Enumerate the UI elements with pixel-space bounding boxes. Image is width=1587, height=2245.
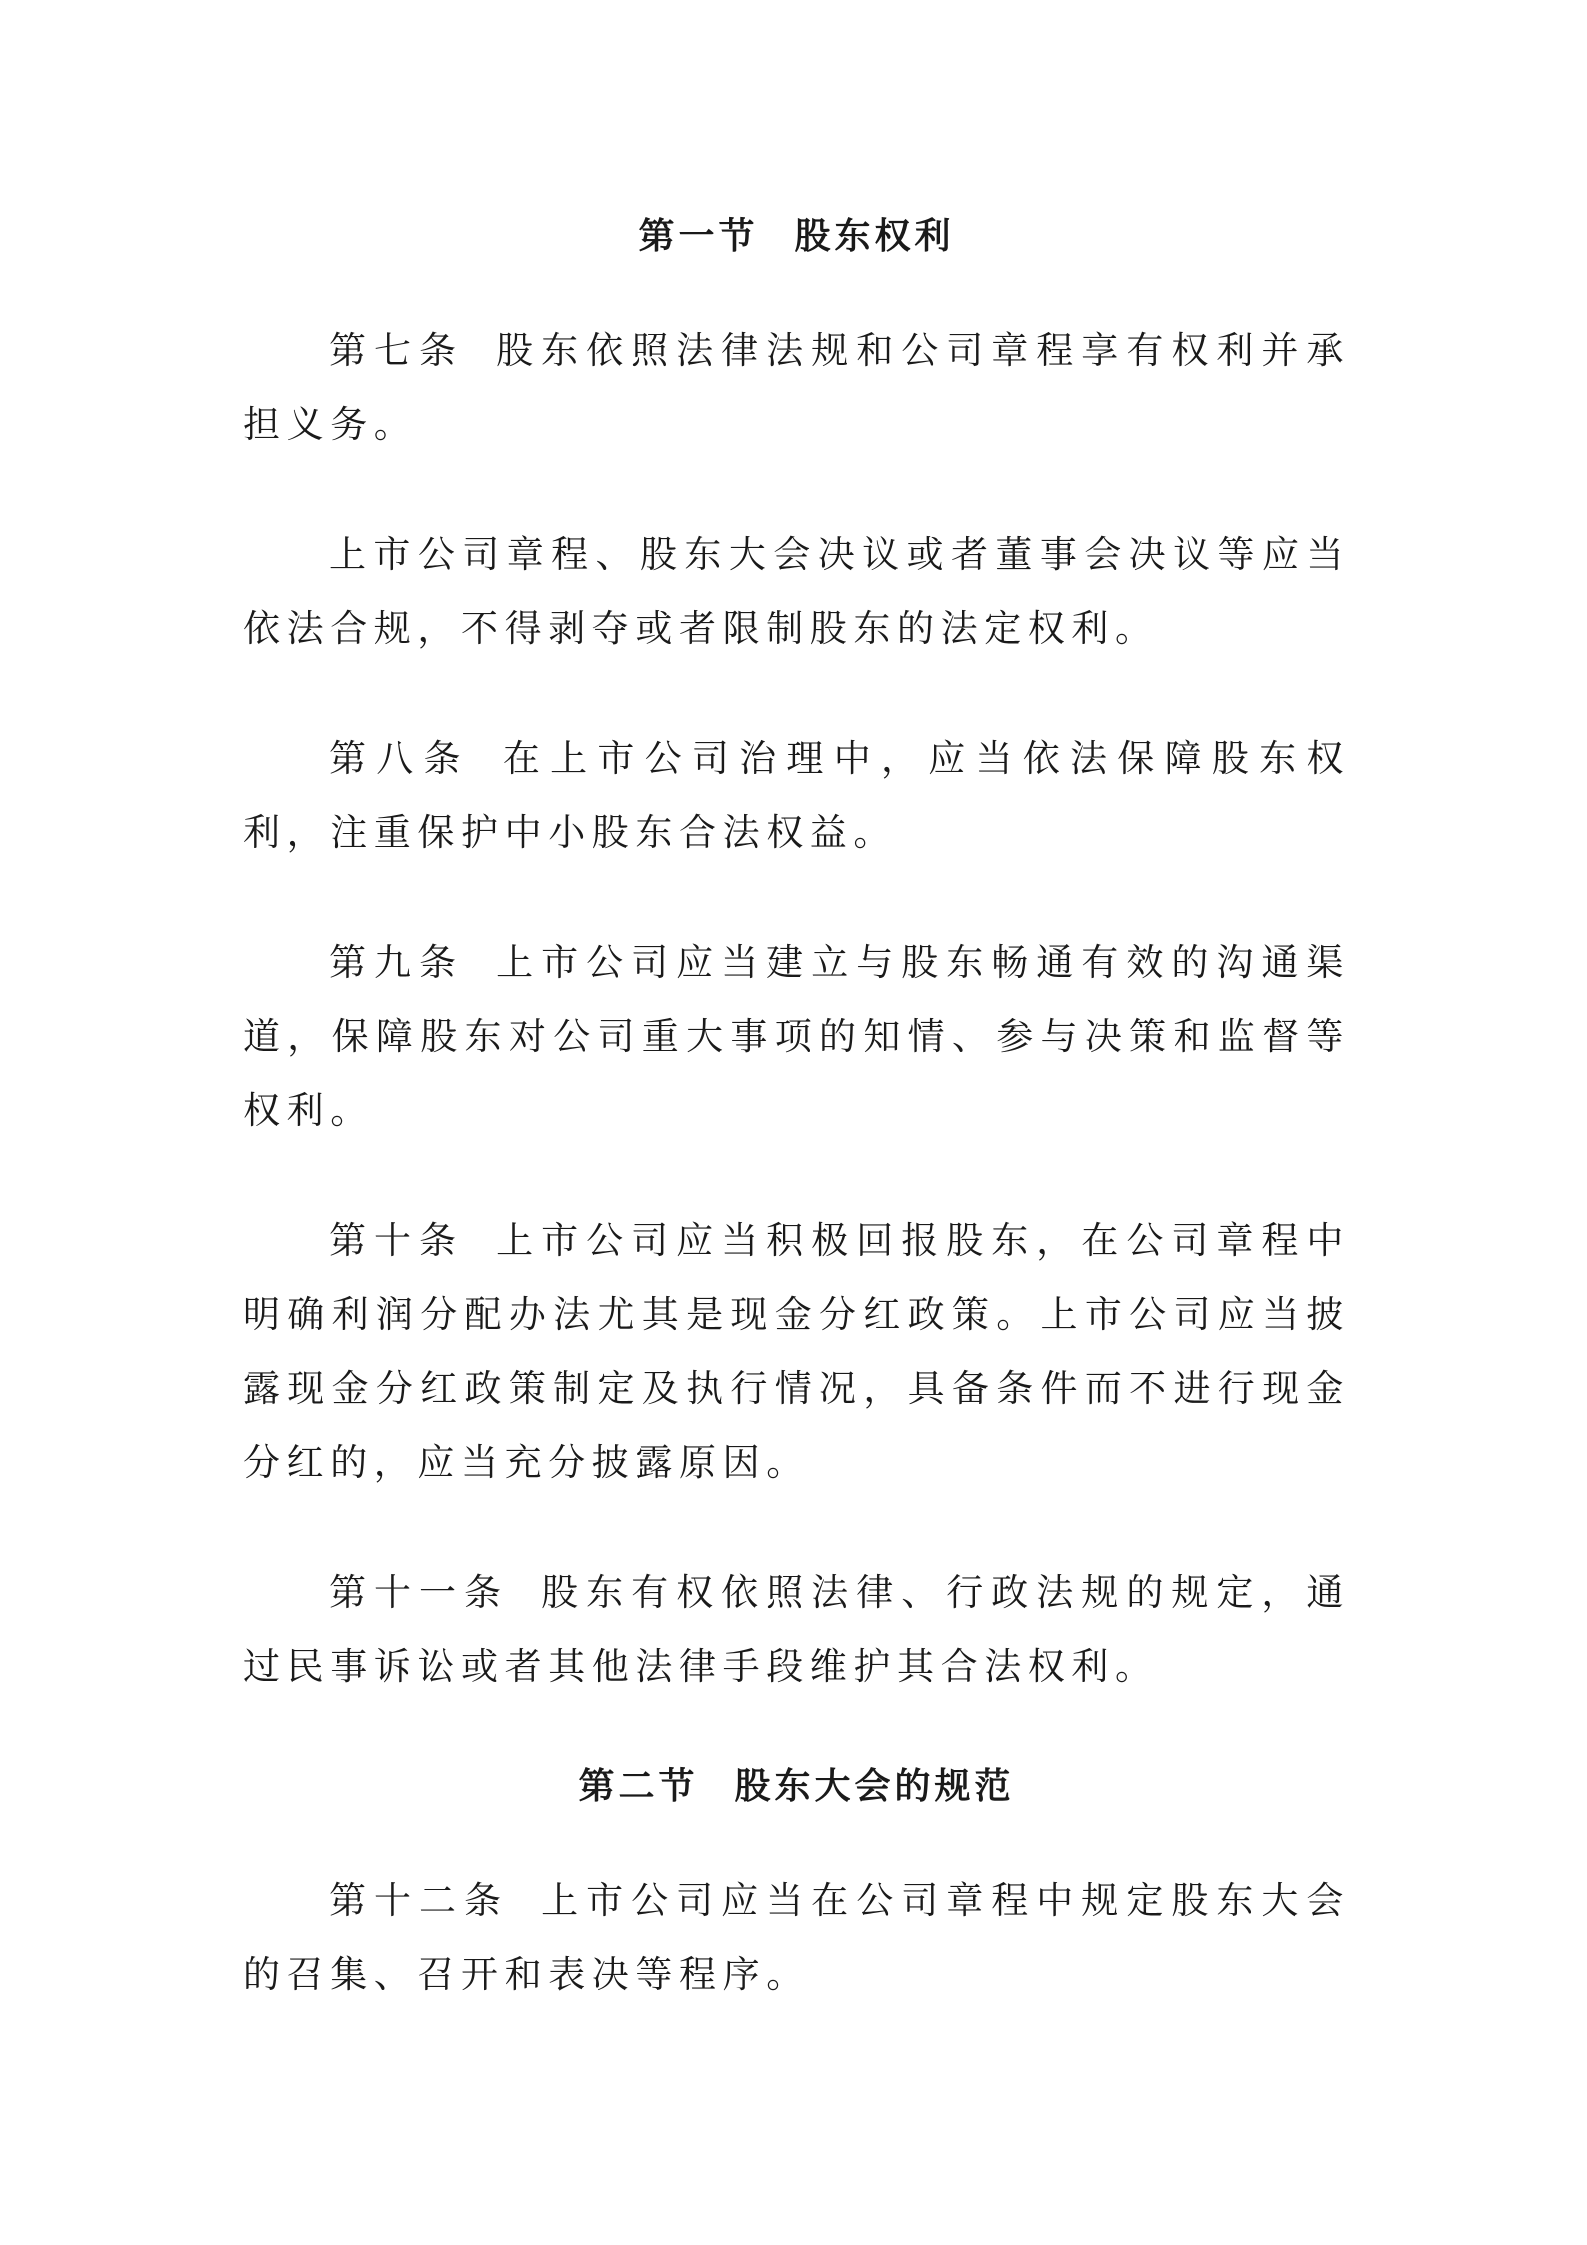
article-text: 股东依照法律法规和公司章程享有权利并承担义务。	[243, 329, 1350, 446]
article-paragraph	[243, 926, 1350, 1148]
section-heading-1	[243, 200, 1350, 272]
document-body	[243, 200, 1350, 2068]
article-text: 上市公司应当建立与股东畅通有效的沟通渠道，保障股东对公司重大事项的知情、参与决策和监督等权利。	[243, 941, 1350, 1132]
section-heading-2	[243, 1750, 1350, 1822]
article-number: 第八条	[329, 737, 471, 780]
article-paragraph	[243, 1204, 1350, 1500]
article-paragraph	[243, 722, 1350, 870]
article-text: 股东有权依照法律、行政法规的规定，通过民事诉讼或者其他法律手段维护其合法权利。	[243, 1571, 1350, 1688]
section-label: 第二节	[578, 1765, 699, 1807]
article-number: 第十条	[329, 1219, 465, 1262]
article-number: 第七条	[329, 329, 465, 372]
article-paragraph	[243, 314, 1350, 462]
section-label: 第一节	[638, 215, 759, 257]
article-text: 在上市公司治理中，应当依法保障股东权利，注重保护中小股东合法权益。	[243, 737, 1350, 854]
article-text: 上市公司章程、股东大会决议或者董事会决议等应当依法合规，不得剥夺或者限制股东的法定权利。	[243, 533, 1350, 650]
article-number: 第十二条	[329, 1879, 510, 1922]
section-title: 股东权利	[794, 215, 955, 257]
article-text: 上市公司应当在公司章程中规定股东大会的召集、召开和表决等程序。	[243, 1879, 1350, 1996]
article-text: 上市公司应当积极回报股东，在公司章程中明确利润分配办法尤其是现金分红政策。上市公司应当披露现金分红政策制定及执行情况，具备条件而不进行现金分红的，应当充分披露原因。	[243, 1219, 1350, 1484]
article-paragraph	[243, 1864, 1350, 2012]
article-number: 第九条	[329, 941, 465, 984]
article-paragraph	[243, 1556, 1350, 1704]
article-number: 第十一条	[329, 1571, 510, 1614]
section-title: 股东大会的规范	[734, 1765, 1015, 1807]
article-paragraph	[243, 518, 1350, 666]
